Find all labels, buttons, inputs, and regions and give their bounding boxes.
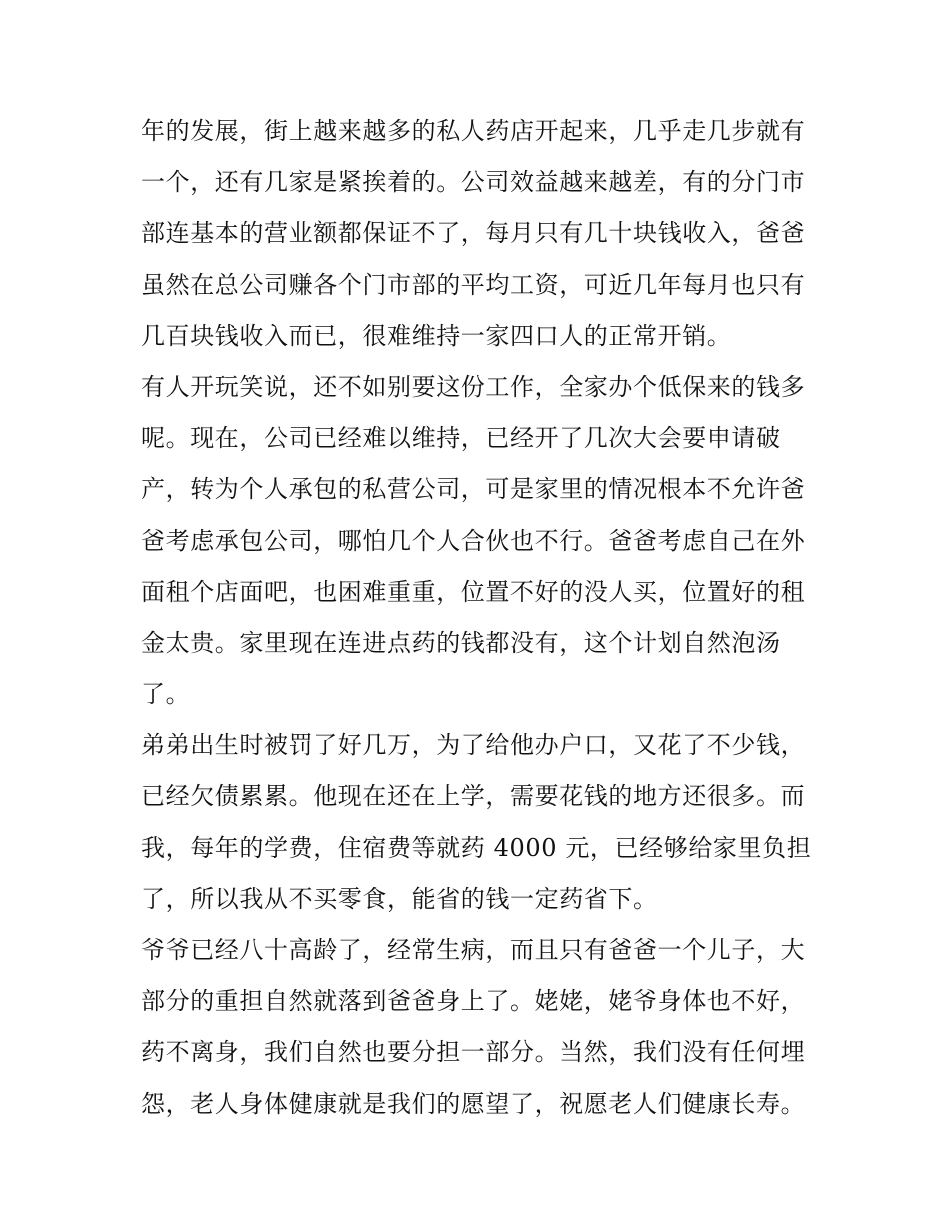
text-line: 有人开玩笑说，还不如别要这份工作，全家办个低保来的钱多: [141, 372, 806, 401]
text-line: 药不离身，我们自然也要分担一部分。当然，我们没有任何埋: [141, 1038, 806, 1067]
body-text: [141, 106, 821, 1130]
text-line: 年的发展，街上越来越多的私人药店开起来，几乎走几步就有: [141, 117, 806, 145]
text-line: 产，转为个人承包的私营公司，可是家里的情况根本不允许爸: [141, 475, 806, 504]
text-line: 部连基本的营业额都保证不了，每月只有几十块钱收入，爸爸: [141, 219, 806, 248]
text-line: 了，所以我从不买零食，能省的钱一定药省下。: [141, 884, 658, 913]
text-line: 部分的重担自然就落到爸爸身上了。姥姥，姥爷身体也不好，: [141, 987, 806, 1016]
text-line: 呢。现在，公司已经难以维持，已经开了几次大会要申请破: [141, 424, 781, 453]
text-line: 几百块钱收入而已，很难维持一家四口人的正常开销。: [141, 321, 732, 350]
text-line: 弟弟出生时被罚了好几万，为了给他办户口，又花了不少钱，: [141, 731, 806, 760]
text-line: 我，每年的学费，住宿费等就药 4000 元，已经够给家里负担: [141, 833, 812, 862]
text-line: 金太贵。家里现在连进点药的钱都没有，这个计划自然泡汤: [141, 628, 781, 657]
text-line: 爷爷已经八十高龄了，经常生病，而且只有爸爸一个儿子，大: [141, 936, 806, 964]
text-line: 爸考虑承包公司，哪怕几个人合伙也不行。爸爸考虑自己在外: [141, 526, 806, 555]
text-line: 已经欠债累累。他现在还在上学，需要花钱的地方还很多。而: [141, 782, 806, 811]
text-line: 了。: [141, 680, 191, 709]
text-line: 怨，老人身体健康就是我们的愿望了，祝愿老人们健康长寿。: [141, 1089, 806, 1118]
text-line: 面租个店面吧，也困难重重，位置不好的没人买，位置好的租: [141, 577, 806, 606]
text-line: 一个，还有几家是紧挨着的。公司效益越来越差，有的分门市: [141, 168, 806, 197]
text-line: 虽然在总公司赚各个门市部的平均工资，可近几年每月也只有: [141, 270, 806, 299]
